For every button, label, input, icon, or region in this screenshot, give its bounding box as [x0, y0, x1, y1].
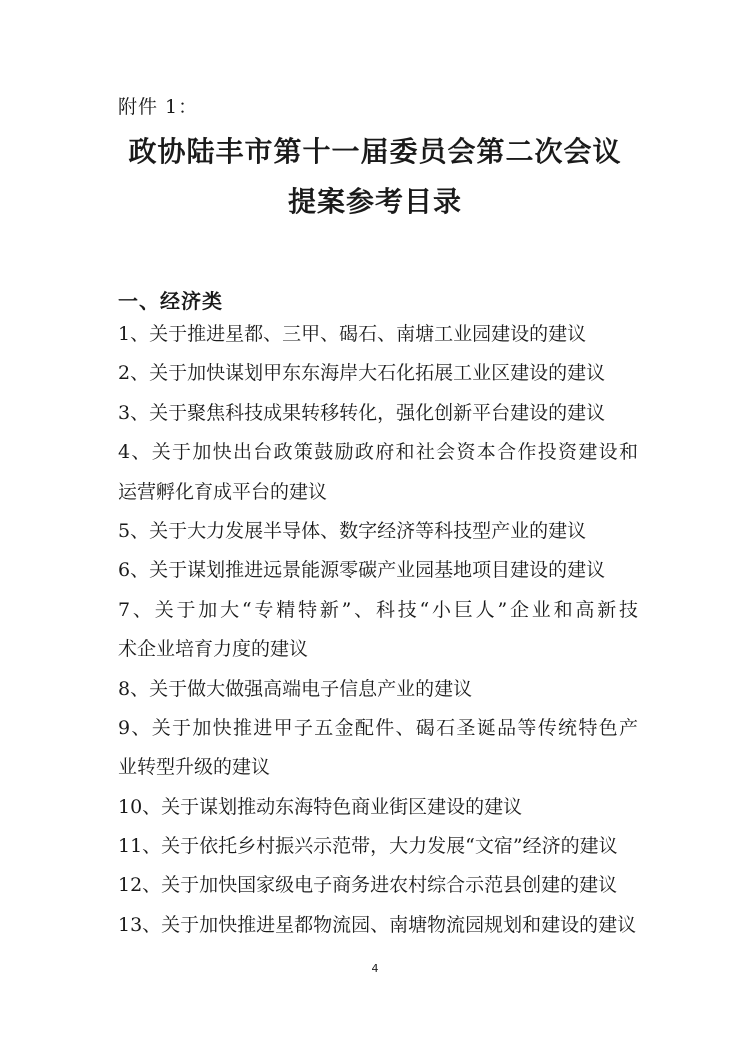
list-item-line: 10、关于谋划推动东海特色商业街区建设的建议	[118, 795, 523, 818]
list-item	[118, 512, 638, 551]
list-item	[118, 906, 638, 945]
list-item-line: 6、关于谋划推进远景能源零碳产业园基地项目建设的建议	[118, 559, 606, 582]
list-item-line: 术企业培育力度的建议	[118, 638, 309, 661]
list-item	[118, 354, 638, 393]
section-heading: 一、经济类	[118, 289, 223, 313]
list-item	[118, 709, 638, 788]
list-item-line: 2、关于加快谋划甲东东海岸大石化拓展工业区建设的建议	[118, 362, 606, 385]
list-item	[118, 315, 638, 354]
attachment-label: 附件 1：	[118, 96, 199, 118]
list-item-line: 9、关于加快推进甲子五金配件、碣石圣诞品等传统特色产	[118, 716, 638, 739]
list-item	[118, 827, 638, 866]
list-item	[118, 866, 638, 905]
list-item-line: 1、关于推进星都、三甲、碣石、南塘工业园建设的建议	[118, 323, 587, 345]
list-item	[118, 670, 638, 709]
list-item	[118, 433, 638, 512]
list-item-line: 12、关于加快国家级电子商务进农村综合示范县创建的建议	[118, 874, 618, 897]
list-item-line: 业转型升级的建议	[118, 756, 271, 779]
list-item	[118, 394, 638, 433]
list-item-line: 4、关于加快出台政策鼓励政府和社会资本合作投资建设和	[118, 441, 638, 464]
document-title-line-1: 政协陆丰市第十一届委员会第二次会议	[128, 135, 622, 168]
list-item-line: 运营孵化育成平台的建议	[118, 480, 328, 503]
list-item	[118, 591, 638, 670]
list-item-line: 8、关于做大做强高端电子信息产业的建议	[118, 677, 473, 700]
list-item-line: 13、关于加快推进星都物流园、南塘物流园规划和建设的建议	[118, 913, 637, 936]
list-item-line: 11、关于依托乡村振兴示范带，大力发展“文宿”经济的建议	[118, 835, 618, 858]
list-item-line: 5、关于大力发展半导体、数字经济等科技型产业的建议	[118, 519, 587, 542]
list-item-line: 3、关于聚焦科技成果转移转化，强化创新平台建设的建议	[118, 401, 606, 424]
proposal-list	[118, 315, 638, 945]
document-title-line-2: 提案参考目录	[287, 185, 462, 218]
page-number: 4	[371, 962, 379, 975]
list-item	[118, 551, 638, 590]
list-item-line: 7、关于加大“专精特新”、科技“小巨人”企业和高新技	[118, 598, 638, 621]
list-item	[118, 788, 638, 827]
